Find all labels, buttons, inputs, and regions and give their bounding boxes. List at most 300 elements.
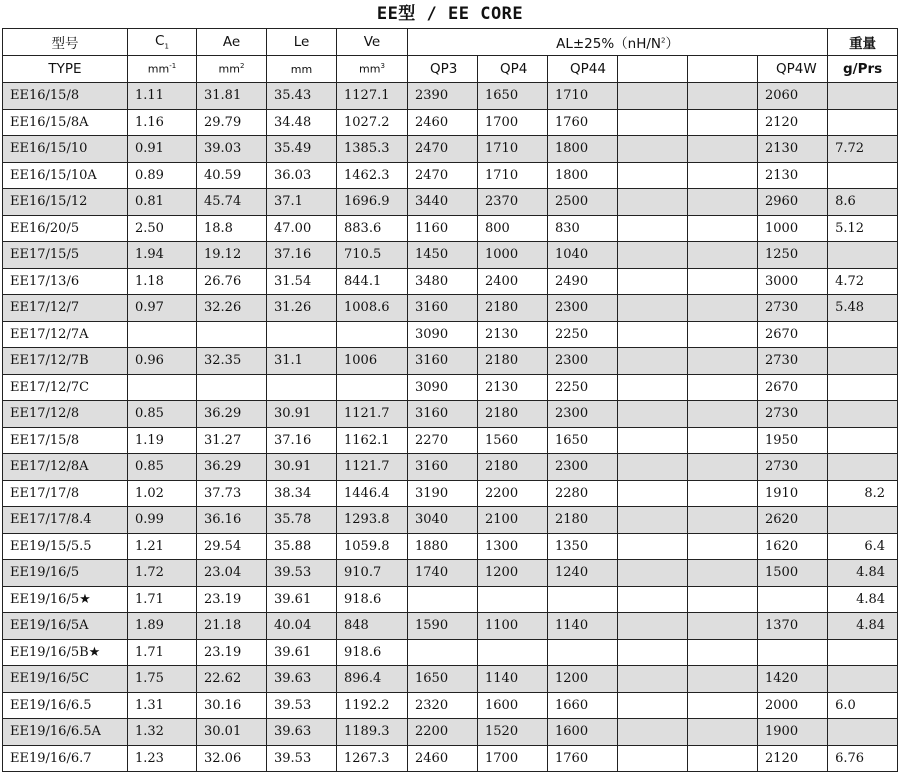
- cell-qp4w: 1000: [758, 215, 828, 242]
- cell-qp4w: 2670: [758, 321, 828, 348]
- unit-le: mm: [267, 56, 337, 83]
- table-row: [3, 666, 898, 693]
- cell-empty: [688, 401, 758, 428]
- cell-qp44: 2250: [548, 374, 618, 401]
- cell-empty: [688, 454, 758, 481]
- cell-ae: 23.04: [197, 560, 267, 587]
- cell-qp3: 3480: [408, 268, 478, 295]
- cell-type: EE17/12/7A: [3, 321, 128, 348]
- cell-le: 40.04: [267, 613, 337, 640]
- cell-ve: 1446.4: [337, 480, 408, 507]
- cell-ae: 23.19: [197, 639, 267, 666]
- cell-qp4: 1700: [478, 745, 548, 772]
- cell-ae: 30.01: [197, 719, 267, 746]
- cell-empty: [618, 560, 688, 587]
- cell-qp4: 2180: [478, 295, 548, 322]
- cell-qp4: 1700: [478, 109, 548, 136]
- cell-qp3: 2320: [408, 692, 478, 719]
- cell-empty: [688, 189, 758, 216]
- cell-qp3: 3090: [408, 321, 478, 348]
- cell-empty: [618, 586, 688, 613]
- cell-qp3: 2470: [408, 136, 478, 163]
- cell-empty: [688, 268, 758, 295]
- cell-qp44: 2300: [548, 401, 618, 428]
- cell-empty: [618, 533, 688, 560]
- table-row: [3, 321, 898, 348]
- cell-le: 35.43: [267, 83, 337, 110]
- cell-qp4: 2180: [478, 401, 548, 428]
- cell-le: 37.16: [267, 242, 337, 269]
- cell-qp3: 3160: [408, 348, 478, 375]
- cell-qp44: 2180: [548, 507, 618, 534]
- cell-qp3: 2390: [408, 83, 478, 110]
- cell-le: 35.88: [267, 533, 337, 560]
- cell-c1: 1.32: [128, 719, 197, 746]
- cell-le: 31.26: [267, 295, 337, 322]
- cell-qp44: 1800: [548, 162, 618, 189]
- cell-qp4w: 1620: [758, 533, 828, 560]
- cell-empty: [618, 454, 688, 481]
- cell-qp4w: 2730: [758, 401, 828, 428]
- cell-weight: [828, 507, 898, 534]
- cell-ve: 1121.7: [337, 454, 408, 481]
- cell-ve: 844.1: [337, 268, 408, 295]
- cell-qp4w: 3000: [758, 268, 828, 295]
- unit-ve: $mm^3$: [337, 56, 408, 83]
- cell-qp3: [408, 586, 478, 613]
- cell-empty: [618, 109, 688, 136]
- cell-weight: [828, 321, 898, 348]
- cell-empty: [688, 374, 758, 401]
- cell-empty: [688, 427, 758, 454]
- cell-qp4: 1100: [478, 613, 548, 640]
- table-row: [3, 613, 898, 640]
- cell-qp4: 2200: [478, 480, 548, 507]
- cell-empty: [688, 215, 758, 242]
- table-row: [3, 560, 898, 587]
- cell-ve: 1006: [337, 348, 408, 375]
- cell-le: 39.63: [267, 666, 337, 693]
- cell-type: EE16/15/10A: [3, 162, 128, 189]
- cell-qp3: 2460: [408, 745, 478, 772]
- header-ae: Ae: [197, 29, 267, 56]
- cell-empty: [688, 692, 758, 719]
- cell-empty: [618, 295, 688, 322]
- cell-empty: [688, 639, 758, 666]
- cell-le: 35.49: [267, 136, 337, 163]
- cell-c1: 1.71: [128, 639, 197, 666]
- cell-ae: 18.8: [197, 215, 267, 242]
- cell-ve: [337, 321, 408, 348]
- cell-empty: [618, 162, 688, 189]
- cell-ve: 918.6: [337, 639, 408, 666]
- cell-le: 31.1: [267, 348, 337, 375]
- cell-le: 30.91: [267, 454, 337, 481]
- cell-c1: 1.71: [128, 586, 197, 613]
- header-qp4: QP4: [478, 56, 548, 83]
- cell-qp3: 1740: [408, 560, 478, 587]
- header-le: Le: [267, 29, 337, 56]
- cell-qp44: 2490: [548, 268, 618, 295]
- cell-c1: 1.75: [128, 666, 197, 693]
- cell-empty: [688, 586, 758, 613]
- table-row: [3, 427, 898, 454]
- table-row: [3, 401, 898, 428]
- cell-ae: 36.29: [197, 454, 267, 481]
- table-row: [3, 109, 898, 136]
- cell-type: EE17/12/7: [3, 295, 128, 322]
- cell-qp44: 1200: [548, 666, 618, 693]
- cell-empty: [618, 374, 688, 401]
- cell-qp4w: 1910: [758, 480, 828, 507]
- cell-qp4: 1000: [478, 242, 548, 269]
- cell-ve: 1121.7: [337, 401, 408, 428]
- cell-empty: [688, 507, 758, 534]
- cell-type: EE17/12/8: [3, 401, 128, 428]
- cell-qp4w: 1250: [758, 242, 828, 269]
- cell-qp4w: 2670: [758, 374, 828, 401]
- cell-qp44: 1760: [548, 745, 618, 772]
- cell-qp44: 2500: [548, 189, 618, 216]
- cell-qp3: 2270: [408, 427, 478, 454]
- cell-weight: 6.76: [828, 745, 898, 772]
- cell-weight: [828, 348, 898, 375]
- table-row: [3, 507, 898, 534]
- cell-empty: [618, 242, 688, 269]
- cell-qp3: 3160: [408, 401, 478, 428]
- cell-c1: 0.81: [128, 189, 197, 216]
- cell-c1: 1.21: [128, 533, 197, 560]
- cell-empty: [618, 268, 688, 295]
- cell-qp4w: 1420: [758, 666, 828, 693]
- cell-c1: 0.99: [128, 507, 197, 534]
- cell-qp4: 2180: [478, 454, 548, 481]
- cell-qp4w: 2730: [758, 454, 828, 481]
- cell-empty: [618, 83, 688, 110]
- cell-weight: 5.48: [828, 295, 898, 322]
- cell-ve: 883.6: [337, 215, 408, 242]
- cell-qp4: 1300: [478, 533, 548, 560]
- cell-c1: 1.19: [128, 427, 197, 454]
- cell-ae: 30.16: [197, 692, 267, 719]
- cell-qp3: 1450: [408, 242, 478, 269]
- cell-empty: [618, 427, 688, 454]
- cell-ve: 1267.3: [337, 745, 408, 772]
- cell-ae: 21.18: [197, 613, 267, 640]
- table-row: [3, 745, 898, 772]
- cell-ae: 31.27: [197, 427, 267, 454]
- cell-qp4w: 2960: [758, 189, 828, 216]
- cell-qp4: 1650: [478, 83, 548, 110]
- cell-weight: [828, 639, 898, 666]
- cell-empty: [618, 666, 688, 693]
- cell-type: EE19/16/6.5: [3, 692, 128, 719]
- cell-empty: [688, 321, 758, 348]
- cell-empty: [688, 295, 758, 322]
- cell-ae: 23.19: [197, 586, 267, 613]
- cell-le: 39.53: [267, 692, 337, 719]
- table-row: [3, 480, 898, 507]
- table-row: [3, 162, 898, 189]
- cell-type: EE19/16/6.7: [3, 745, 128, 772]
- table-row: [3, 692, 898, 719]
- cell-qp3: 2460: [408, 109, 478, 136]
- cell-le: 38.34: [267, 480, 337, 507]
- cell-type: EE17/12/7B: [3, 348, 128, 375]
- cell-qp3: 3440: [408, 189, 478, 216]
- cell-ae: 36.29: [197, 401, 267, 428]
- cell-le: 39.53: [267, 745, 337, 772]
- cell-type: EE17/15/5: [3, 242, 128, 269]
- cell-qp3: 1880: [408, 533, 478, 560]
- cell-le: 39.61: [267, 586, 337, 613]
- cell-empty: [618, 136, 688, 163]
- cell-type: EE17/15/8: [3, 427, 128, 454]
- cell-qp3: 2200: [408, 719, 478, 746]
- cell-empty: [688, 242, 758, 269]
- cell-empty: [688, 613, 758, 640]
- cell-qp4w: [758, 639, 828, 666]
- cell-weight: [828, 83, 898, 110]
- cell-qp44: 1760: [548, 109, 618, 136]
- cell-ve: 1162.1: [337, 427, 408, 454]
- cell-type: EE16/20/5: [3, 215, 128, 242]
- cell-c1: 0.89: [128, 162, 197, 189]
- cell-qp44: 2280: [548, 480, 618, 507]
- cell-qp4: 2370: [478, 189, 548, 216]
- cell-type: EE19/15/5.5: [3, 533, 128, 560]
- cell-ve: 1192.2: [337, 692, 408, 719]
- cell-qp44: 1140: [548, 613, 618, 640]
- cell-qp44: 2300: [548, 295, 618, 322]
- cell-ae: 39.03: [197, 136, 267, 163]
- table-row: [3, 533, 898, 560]
- cell-ae: 31.81: [197, 83, 267, 110]
- cell-le: 37.1: [267, 189, 337, 216]
- cell-empty: [618, 745, 688, 772]
- cell-ve: 1127.1: [337, 83, 408, 110]
- cell-qp4w: [758, 586, 828, 613]
- cell-empty: [688, 560, 758, 587]
- cell-c1: 1.89: [128, 613, 197, 640]
- cell-type: EE19/16/5A: [3, 613, 128, 640]
- table-row: [3, 454, 898, 481]
- cell-type: EE17/17/8: [3, 480, 128, 507]
- cell-ve: 1059.8: [337, 533, 408, 560]
- table-row: [3, 719, 898, 746]
- header-empty-1: [618, 56, 688, 83]
- cell-qp4: 1140: [478, 666, 548, 693]
- cell-ae: 22.62: [197, 666, 267, 693]
- cell-qp44: 1600: [548, 719, 618, 746]
- cell-empty: [618, 189, 688, 216]
- cell-le: [267, 374, 337, 401]
- table-row: [3, 348, 898, 375]
- header-al: $AL\pm 25\%(nH/N^2)$: [408, 29, 828, 56]
- cell-le: 34.48: [267, 109, 337, 136]
- table-row: [3, 268, 898, 295]
- cell-ve: 1189.3: [337, 719, 408, 746]
- cell-qp3: 1160: [408, 215, 478, 242]
- cell-qp4w: 2120: [758, 745, 828, 772]
- header-weight-cn: 重量: [828, 29, 898, 56]
- cell-qp44: 2300: [548, 348, 618, 375]
- cell-weight: [828, 719, 898, 746]
- cell-weight: [828, 427, 898, 454]
- cell-empty: [618, 719, 688, 746]
- cell-empty: [688, 533, 758, 560]
- cell-ae: 32.06: [197, 745, 267, 772]
- cell-empty: [688, 480, 758, 507]
- cell-ve: 1293.8: [337, 507, 408, 534]
- cell-type: EE17/12/8A: [3, 454, 128, 481]
- cell-qp4w: 2130: [758, 162, 828, 189]
- table-row: [3, 374, 898, 401]
- cell-ae: 36.16: [197, 507, 267, 534]
- cell-c1: 1.72: [128, 560, 197, 587]
- cell-c1: [128, 321, 197, 348]
- table-row: [3, 586, 898, 613]
- header-empty-2: [688, 56, 758, 83]
- cell-c1: [128, 374, 197, 401]
- cell-ae: 37.73: [197, 480, 267, 507]
- cell-c1: 0.97: [128, 295, 197, 322]
- cell-weight: 8.2: [828, 480, 898, 507]
- cell-weight: [828, 109, 898, 136]
- cell-c1: 2.50: [128, 215, 197, 242]
- cell-qp4w: 2000: [758, 692, 828, 719]
- cell-qp3: [408, 639, 478, 666]
- cell-qp4: 2180: [478, 348, 548, 375]
- cell-ae: [197, 374, 267, 401]
- cell-c1: 0.96: [128, 348, 197, 375]
- cell-c1: 1.02: [128, 480, 197, 507]
- cell-qp4: 1600: [478, 692, 548, 719]
- cell-qp4w: 1950: [758, 427, 828, 454]
- cell-ae: 26.76: [197, 268, 267, 295]
- cell-weight: [828, 162, 898, 189]
- cell-qp44: 830: [548, 215, 618, 242]
- cell-qp4: 1710: [478, 136, 548, 163]
- cell-qp44: 2250: [548, 321, 618, 348]
- cell-weight: [828, 401, 898, 428]
- cell-weight: 5.12: [828, 215, 898, 242]
- cell-qp4: 800: [478, 215, 548, 242]
- cell-qp3: 3040: [408, 507, 478, 534]
- cell-qp4: 2130: [478, 374, 548, 401]
- cell-weight: 6.4: [828, 533, 898, 560]
- cell-c1: 1.11: [128, 83, 197, 110]
- cell-c1: 0.85: [128, 401, 197, 428]
- cell-weight: 7.72: [828, 136, 898, 163]
- cell-qp3: 3160: [408, 295, 478, 322]
- cell-ae: [197, 321, 267, 348]
- ee-core-spec-table: [2, 28, 898, 772]
- cell-le: 36.03: [267, 162, 337, 189]
- cell-empty: [688, 666, 758, 693]
- cell-ve: 918.6: [337, 586, 408, 613]
- table-title: EE型 / EE CORE: [376, 4, 524, 24]
- cell-empty: [618, 321, 688, 348]
- cell-type: EE19/16/5★: [3, 586, 128, 613]
- cell-qp4w: 1370: [758, 613, 828, 640]
- header-weight-unit: g/Prs: [828, 56, 898, 83]
- unit-c1: $mm^{-1}$: [128, 56, 197, 83]
- cell-qp44: 2300: [548, 454, 618, 481]
- cell-qp3: 3190: [408, 480, 478, 507]
- unit-ae: $mm^2$: [197, 56, 267, 83]
- cell-c1: 0.85: [128, 454, 197, 481]
- cell-type: EE16/15/10: [3, 136, 128, 163]
- cell-ae: 32.26: [197, 295, 267, 322]
- cell-qp3: 3160: [408, 454, 478, 481]
- cell-c1: 1.16: [128, 109, 197, 136]
- cell-ve: [337, 374, 408, 401]
- header-type-cn: 型号: [3, 29, 128, 56]
- cell-qp3: 1590: [408, 613, 478, 640]
- cell-empty: [618, 401, 688, 428]
- cell-empty: [688, 162, 758, 189]
- cell-qp44: 1660: [548, 692, 618, 719]
- cell-ae: 45.74: [197, 189, 267, 216]
- cell-qp4: 2130: [478, 321, 548, 348]
- cell-ve: 710.5: [337, 242, 408, 269]
- cell-ve: 1027.2: [337, 109, 408, 136]
- cell-qp4w: 2730: [758, 348, 828, 375]
- table-row: [3, 215, 898, 242]
- table-header: [3, 29, 898, 83]
- header-qp4w: QP4W: [758, 56, 828, 83]
- header-c1: $C_1$: [128, 29, 197, 56]
- cell-empty: [688, 83, 758, 110]
- cell-c1: 0.91: [128, 136, 197, 163]
- cell-qp4w: 1900: [758, 719, 828, 746]
- cell-ve: 1385.3: [337, 136, 408, 163]
- cell-c1: 1.94: [128, 242, 197, 269]
- table-row: [3, 639, 898, 666]
- cell-ve: 896.4: [337, 666, 408, 693]
- cell-ve: 910.7: [337, 560, 408, 587]
- cell-le: 47.00: [267, 215, 337, 242]
- cell-type: EE19/16/5C: [3, 666, 128, 693]
- table-row: [3, 295, 898, 322]
- cell-qp4: [478, 586, 548, 613]
- cell-qp4: 2100: [478, 507, 548, 534]
- cell-weight: 4.84: [828, 613, 898, 640]
- cell-type: EE16/15/8A: [3, 109, 128, 136]
- cell-empty: [618, 215, 688, 242]
- header-qp44: QP44: [548, 56, 618, 83]
- cell-qp44: 1040: [548, 242, 618, 269]
- header-type-en: TYPE: [3, 56, 128, 83]
- cell-weight: 4.84: [828, 586, 898, 613]
- cell-qp4: 1200: [478, 560, 548, 587]
- cell-qp4: 1560: [478, 427, 548, 454]
- cell-qp4w: 1500: [758, 560, 828, 587]
- cell-type: EE16/15/8: [3, 83, 128, 110]
- cell-type: EE19/16/5: [3, 560, 128, 587]
- cell-qp3: 3090: [408, 374, 478, 401]
- cell-type: EE17/17/8.4: [3, 507, 128, 534]
- cell-type: EE19/16/5B★: [3, 639, 128, 666]
- cell-qp3: 1650: [408, 666, 478, 693]
- cell-weight: [828, 666, 898, 693]
- cell-type: EE17/13/6: [3, 268, 128, 295]
- header-qp3: QP3: [408, 56, 478, 83]
- cell-weight: [828, 454, 898, 481]
- cell-ve: 1696.9: [337, 189, 408, 216]
- table-body: [3, 83, 898, 772]
